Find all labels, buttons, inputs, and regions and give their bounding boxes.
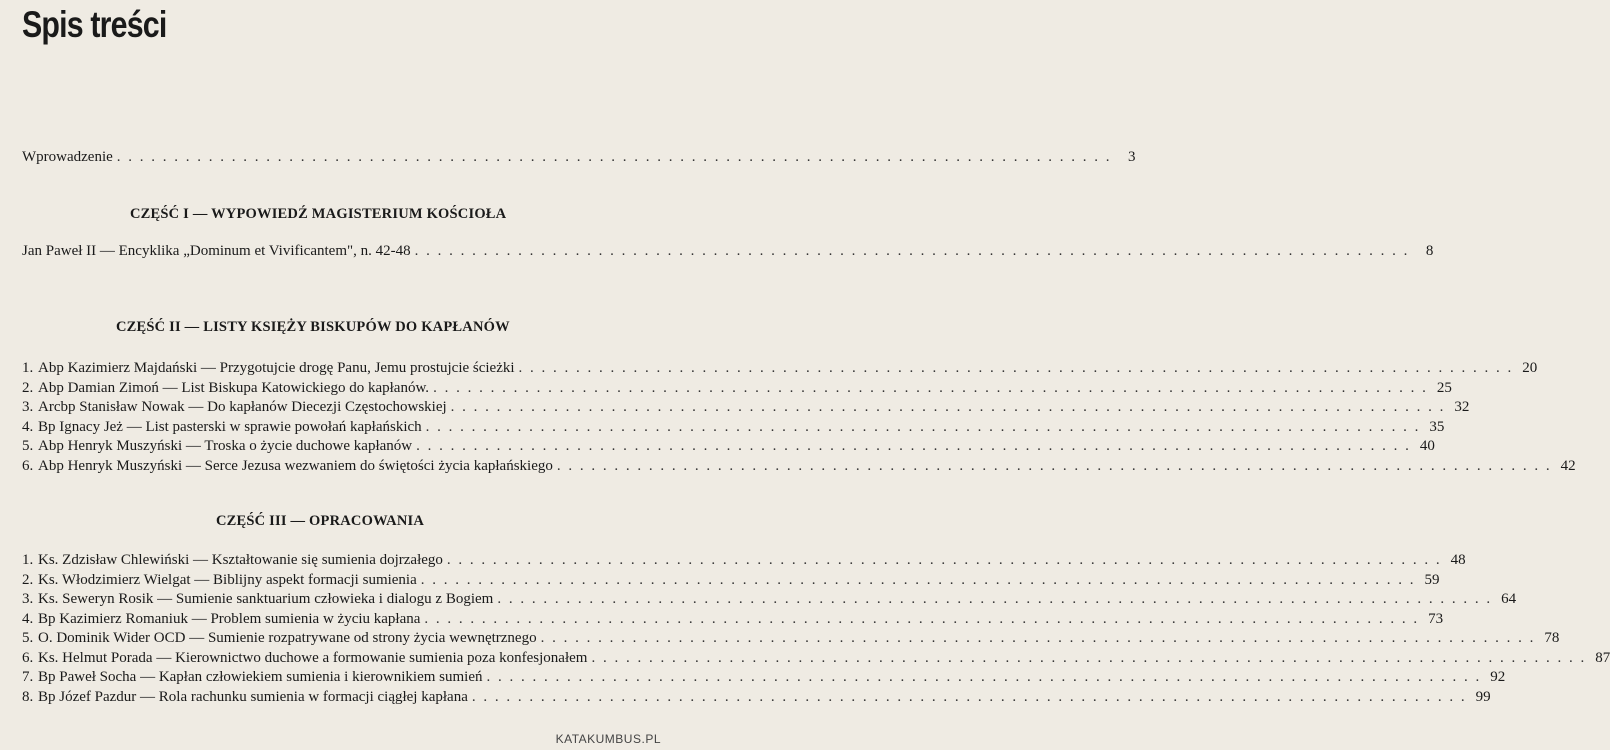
toc-entry-text: Ks. Zdzisław Chlewiński — Kształtowanie się sumienia dojrzałego [38,552,443,568]
toc-entry-number: 6. [22,457,34,474]
toc-entry-text: Ks. Włodzimierz Wielgat — Biblijny aspekt formacji sumienia [38,571,417,588]
watermark: KATAKUMBUS.PL [555,732,661,746]
toc-leader-dots [557,458,1552,475]
toc-leader-dots [472,689,1467,706]
toc-leader-dots [426,419,1421,436]
toc-leader-dots [497,591,1492,608]
toc-entry-text: O. Dominik Wider OCD — Sumienie rozpatrywane od strony życia wewnętrznego [38,630,537,646]
toc-page-number: 42 [1560,457,1576,474]
toc-page-number: 35 [1429,418,1445,435]
toc-page-number: 92 [1490,669,1506,685]
toc-page-number: 99 [1475,688,1491,705]
toc-entry [22,360,1538,377]
toc-entry-number: 1. [22,552,34,568]
toc-page-number: 20 [1522,360,1538,376]
toc-entry-text: Wprowadzenie [22,149,113,165]
toc-page-number: 25 [1436,379,1452,396]
toc-entry-text: Bp Paweł Socha — Kapłan człowiekiem sumienia i kierownikiem sumień [38,669,483,685]
toc-entry-text: Bp Kazimierz Romaniuk — Problem sumienia w życiu kapłana [38,610,421,627]
toc-entry [22,457,1576,475]
toc-leader-dots [591,650,1586,667]
toc-entry-text: Abp Henryk Muszyński — Troska o życie duchowe kapłanów [38,438,413,454]
part-3-heading: CZĘŚĆ III — OPRACOWANIA [216,513,425,529]
toc-leader-dots [451,399,1446,416]
toc-leader-dots [415,243,1410,260]
toc-leader-dots [421,572,1416,589]
toc-page-number: 78 [1544,630,1560,646]
toc-entry-number: 5. [22,438,34,454]
toc-leader-dots [416,438,1411,455]
toc-entry [22,591,1517,608]
toc-entry-text: Abp Kazimierz Majdański — Przygotujcie drogę Panu, Jemu prostujcie ścieżki [38,360,515,376]
toc-page-number: 48 [1450,552,1466,568]
page-title: Spis treści [22,4,167,45]
toc-page-number: 40 [1419,438,1435,454]
toc-entry-part1 [22,243,1434,260]
toc-entry-number: 1. [22,360,34,376]
toc-leader-dots [487,669,1482,686]
toc-entry-number: 2. [22,379,34,396]
toc-page-number: 64 [1501,591,1517,607]
toc-page-number: 73 [1428,610,1444,627]
toc-entry [22,649,1610,667]
toc-entry-number: 3. [22,591,34,607]
toc-page-number: 87 [1595,649,1610,666]
part-1-heading: CZĘŚĆ I — WYPOWIEDŹ MAGISTERIUM KOŚCIOŁA [130,206,507,222]
toc-entry-number: 7. [22,669,34,685]
toc-entry-number: 6. [22,649,34,666]
toc-entry [22,379,1452,397]
toc-entry-text: Arcbp Stanisław Nowak — Do kapłanów Diecezji Częstochowskiej [38,399,447,415]
toc-leader-dots [117,149,1112,166]
toc-entry-number: 5. [22,630,34,646]
toc-leader-dots [447,552,1442,569]
toc-entry-text: Abp Damian Zimoń — List Biskupa Katowickiego do kapłanów. [38,379,430,396]
toc-entry [22,571,1440,589]
toc-entry-number: 8. [22,688,34,705]
toc-leader-dots [519,360,1514,377]
toc-entry-text: Abp Henryk Muszyński — Serce Jezusa wezwaniem do świętości życia kapłańskiego [38,457,553,474]
toc-page-number: 8 [1425,243,1434,259]
toc-leader-dots [424,611,1419,628]
toc-entry [22,688,1491,706]
toc-entry-number: 3. [22,399,34,415]
toc-entry-text: Jan Paweł II — Encyklika „Dominum et Vivificantem", n. 42-48 [22,243,411,259]
toc-entry-text: Ks. Helmut Porada — Kierownictwo duchowe a formowanie sumienia poza konfesjonałem [38,649,588,666]
toc-entry-number: 4. [22,418,34,435]
toc-entry-text: Bp Józef Pazdur — Rola rachunku sumienia w formacji ciągłej kapłana [38,688,468,705]
toc-entry [22,669,1506,686]
part-2-heading: CZĘŚĆ II — LISTY KSIĘŻY BISKUPÓW DO KAPŁANÓW [116,319,510,335]
toc-page-number: 32 [1454,399,1470,415]
toc-entry-text: Ks. Seweryn Rosik — Sumienie sanktuarium człowieka i dialogu z Bogiem [38,591,494,607]
toc-entry [22,552,1466,569]
toc-entry-number: 2. [22,571,34,588]
toc-entry [22,418,1445,436]
toc-entry-text: Bp Ignacy Jeż — List pasterski w sprawie powołań kapłańskich [38,418,422,435]
toc-entry-number: 4. [22,610,34,627]
toc-entry [22,399,1470,416]
toc-page-number: 3 [1128,149,1136,165]
toc-leader-dots [433,380,1428,397]
toc-entry [22,630,1560,647]
toc-leader-dots [541,630,1536,647]
toc-page-number: 59 [1424,571,1440,588]
toc-entry-intro [22,149,1136,166]
toc-entry [22,438,1435,455]
toc-entry [22,610,1444,628]
